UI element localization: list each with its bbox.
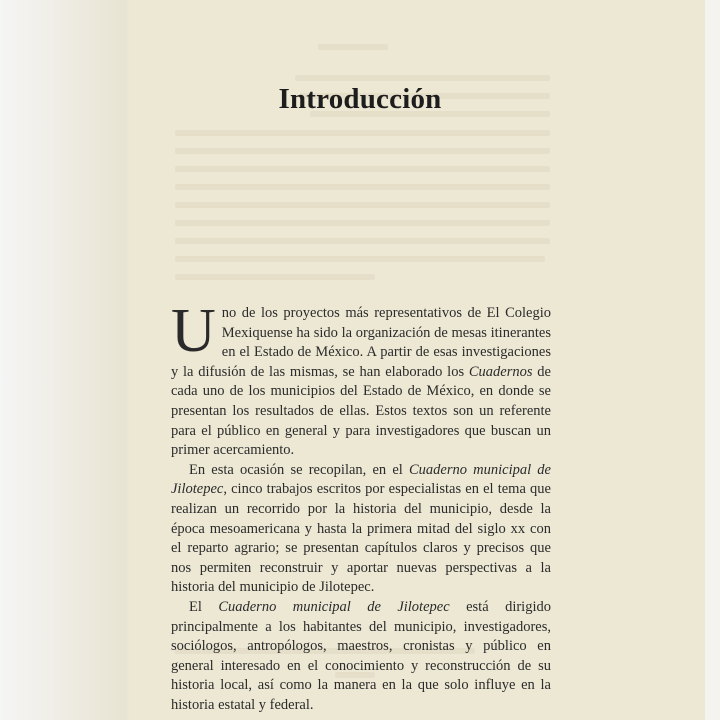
show-through-line (175, 202, 550, 208)
paragraph-3 (171, 598, 551, 716)
show-through-line (175, 256, 545, 262)
paragraph-2-text: En esta ocasión se recopilan, en el (189, 461, 409, 478)
show-through-line (175, 220, 550, 226)
body-text (171, 297, 551, 715)
paragraph-1 (171, 297, 551, 461)
paragraph-2-italic: Cuaderno municipal de Jilotepec (171, 461, 551, 498)
page-title: Introducción (278, 83, 442, 115)
show-through-line (295, 75, 550, 81)
paragraph-3-italic: Cuaderno municipal de Jilotepec (218, 598, 450, 615)
show-through-line (175, 130, 550, 136)
show-through-line (175, 184, 550, 190)
paragraph-1-end: de cada uno de los municipios del Estado de México, en donde se presentan los resultados de ellas. Estos textos son un referente para el público en general y para investigadores que buscan un primer acercamiento. (171, 363, 551, 459)
paragraph-1-italic: Cuadernos (468, 363, 533, 380)
paragraph-2-end: , cinco trabajos escritos por especialistas en el tema que realizan un recorrido por la historia del municipio, desde la época mesoamericana y hasta la primera mitad del siglo xx con el reparto agrario; se presentan capítulos claros y precisos que nos permiten reconstruir y aportar nuevas perspectivas a la historia del municipio de Jilotepec. (171, 481, 551, 596)
show-through-line (175, 148, 550, 154)
drop-cap: U (171, 297, 216, 365)
show-through-line (175, 166, 550, 172)
paragraph-3-end: está dirigido principalmente a los habitantes del municipio, investigadores, sociólogos, antropólogos, maestros, cronistas y público en general interesado en el conocimiento y reconstrucción de su historia local, así como la manera en la que solo influye en la historia estatal y federal. (171, 598, 551, 713)
show-through-line (318, 44, 388, 50)
paragraph-1-text: no de los proyectos más representativos de El Colegio Mexiquense ha sido la organización de mesas itinerantes en el Estado de México. A partir de esas investigaciones y la difusión de las mismas, se han elaborado los (171, 305, 551, 380)
paragraph-2 (171, 461, 551, 598)
paragraph-3-text: El (189, 598, 219, 615)
show-through-line (175, 274, 375, 280)
show-through-line (175, 238, 550, 244)
